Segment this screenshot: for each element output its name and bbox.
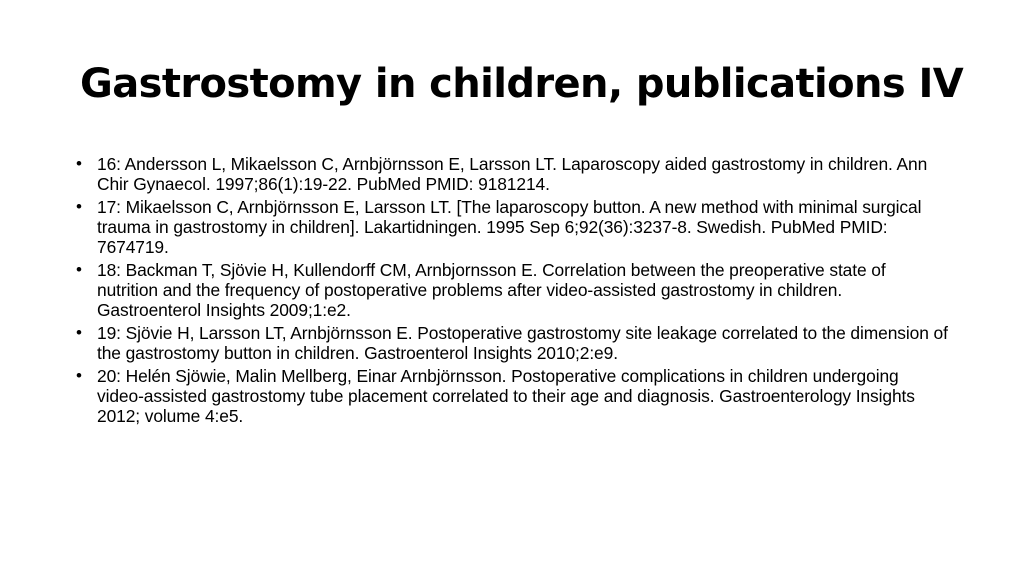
reference-text: 17: Mikaelsson C, Arnbjörnsson E, Larsson LT. [The laparoscopy button. A new method with minimal surgical trauma in gastrostomy in children]. Lakartidningen. 1995 Sep 6;92(36):3237-8. Swedish. PubMed PMID: 7674719. xyxy=(97,197,922,257)
reference-text: 20: Helén Sjöwie, Malin Mellberg, Einar Arnbjörnsson. Postoperative complications in children undergoing video-assisted gastrostomy tube placement correlated to their age and diagnosis. Gastroenterology Insights 2012; volume 4:e5. xyxy=(97,366,915,426)
reference-item xyxy=(76,323,948,363)
slide-title: Gastrostomy in children, publications IV xyxy=(80,61,964,107)
reference-text: 19: Sjövie H, Larsson LT, Arnbjörnsson E. Postoperative gastrostomy site leakage correlated to the dimension of the gastrostomy button in children. Gastroenterol Insights 2010;2:e9. xyxy=(97,323,948,363)
bullet-icon: • xyxy=(76,323,82,342)
reference-item xyxy=(76,366,948,426)
reference-text: 18: Backman T, Sjövie H, Kullendorff CM, Arnbjornsson E. Correlation between the preoperative state of nutrition and the frequency of postoperative problems after video-assisted gastrostomy in children. Gastroenterol Insights 2009;1:e2. xyxy=(97,260,886,320)
bullet-icon: • xyxy=(76,197,82,216)
reference-list xyxy=(76,154,948,429)
reference-item xyxy=(76,154,948,194)
bullet-icon: • xyxy=(76,260,82,279)
bullet-icon: • xyxy=(76,154,82,173)
reference-text: 16: Andersson L, Mikaelsson C, Arnbjörnsson E, Larsson LT. Laparoscopy aided gastrostomy in children. Ann Chir Gynaecol. 1997;86(1):19-22. PubMed PMID: 9181214. xyxy=(97,154,928,194)
reference-item xyxy=(76,260,948,320)
reference-item xyxy=(76,197,948,257)
bullet-icon: • xyxy=(76,366,82,385)
